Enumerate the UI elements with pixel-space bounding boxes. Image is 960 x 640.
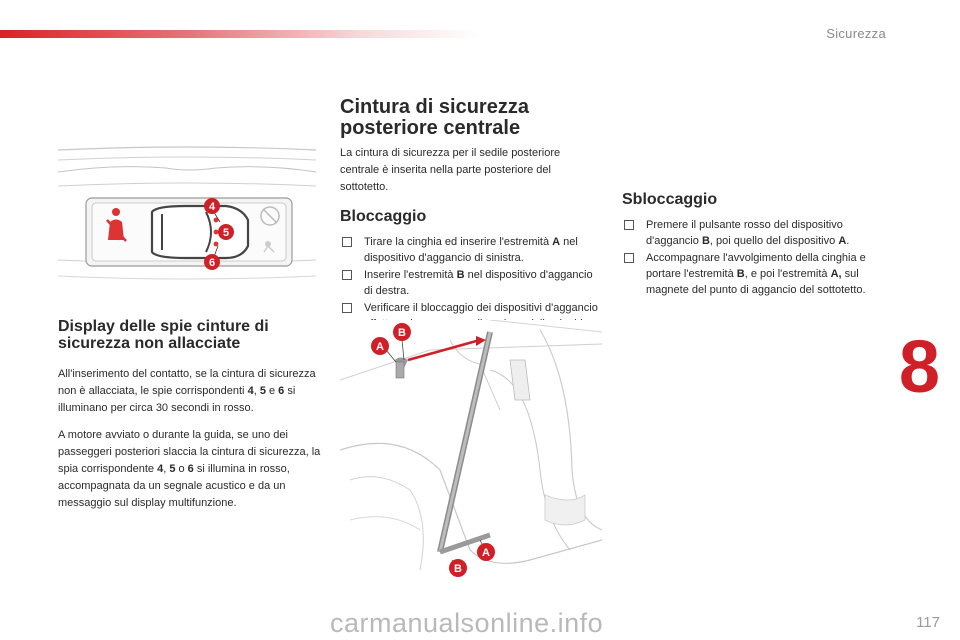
header-accent-bar — [0, 30, 480, 38]
svg-text:5: 5 — [222, 227, 230, 239]
callout-A-bottom — [477, 543, 495, 561]
svg-text:A: A — [376, 341, 384, 353]
central-belt-intro: La cintura di sicurezza per il sedile posteriore centrale è inserita nella parte posteriore del sottotetto. — [340, 147, 561, 193]
unlocking-step-1: Premere il pulsante rosso del dispositivo d'aggancio B, poi quello del dispositivo A. — [622, 217, 884, 249]
unlocking-title: Sbloccaggio — [622, 191, 718, 208]
callout-B-bottom — [449, 559, 467, 577]
unlocking-steps — [622, 217, 884, 298]
callout-B-top — [393, 323, 411, 341]
figure-seatbelt-warning-display — [56, 142, 318, 292]
central-belt-section — [340, 97, 602, 333]
locking-step-3: Verificare il bloccaggio dei dispositivi d'aggancio — [340, 300, 602, 332]
callout-5 — [218, 224, 234, 240]
checkbox-bullet-icon — [624, 253, 634, 263]
unlocking-step-2: Accompagnare l'avvolgimento della cinghia e portare l'estremità B, e poi l'estremità A, sul magnete del punto di aggancio del sottotetto. — [622, 250, 884, 298]
figure-rear-center-belt — [340, 320, 602, 586]
locking-steps — [340, 234, 602, 332]
display-paragraph-2: A motore avviato o durante la guida, se uno dei passeggeri posteriori slaccia la cintura di sicurezza, la spia corrispondente 4, 5 o 6 si illumina in rosso, accompagnata da un segnale acustico e da un messaggio sul display multifunzione. — [58, 429, 321, 509]
svg-text:6: 6 — [208, 257, 216, 269]
locking-title: Bloccaggio — [340, 208, 427, 225]
checkbox-bullet-icon — [342, 303, 352, 313]
svg-text:B: B — [454, 563, 462, 575]
chapter-number: 8 — [898, 325, 940, 408]
checkbox-bullet-icon — [342, 270, 352, 280]
svg-text:B: B — [398, 327, 406, 339]
locking-step-2: Inserire l'estremità B nel dispositivo d'aggancio di destra. — [340, 267, 602, 299]
page-number: 117 — [916, 614, 940, 631]
callout-4 — [204, 198, 220, 214]
display-section — [58, 318, 322, 522]
display-section-title: Display delle spie cinture di sicurezza non allacciate — [58, 318, 269, 352]
checkbox-bullet-icon — [624, 220, 634, 230]
central-belt-title: Cintura di sicurezza posteriore centrale — [340, 96, 529, 139]
svg-text:4: 4 — [208, 201, 216, 213]
checkbox-bullet-icon — [342, 237, 352, 247]
callout-6 — [204, 254, 220, 270]
display-paragraph-1: All'inserimento del contatto, se la cintura di sicurezza non è allacciata, le spie corrispondenti 4, 5 e 6 si illuminano per circa 30 secondi in rosso. — [58, 368, 316, 414]
section-title: Sicurezza — [826, 26, 886, 41]
callout-A-top — [371, 337, 389, 355]
locking-step-1: Tirare la cinghia ed inserire l'estremità A nel dispositivo d'aggancio di sinistra. — [340, 234, 602, 266]
watermark: carmanualsonline.info — [330, 608, 604, 638]
svg-text:A: A — [482, 547, 490, 559]
unlocking-section — [622, 191, 884, 299]
